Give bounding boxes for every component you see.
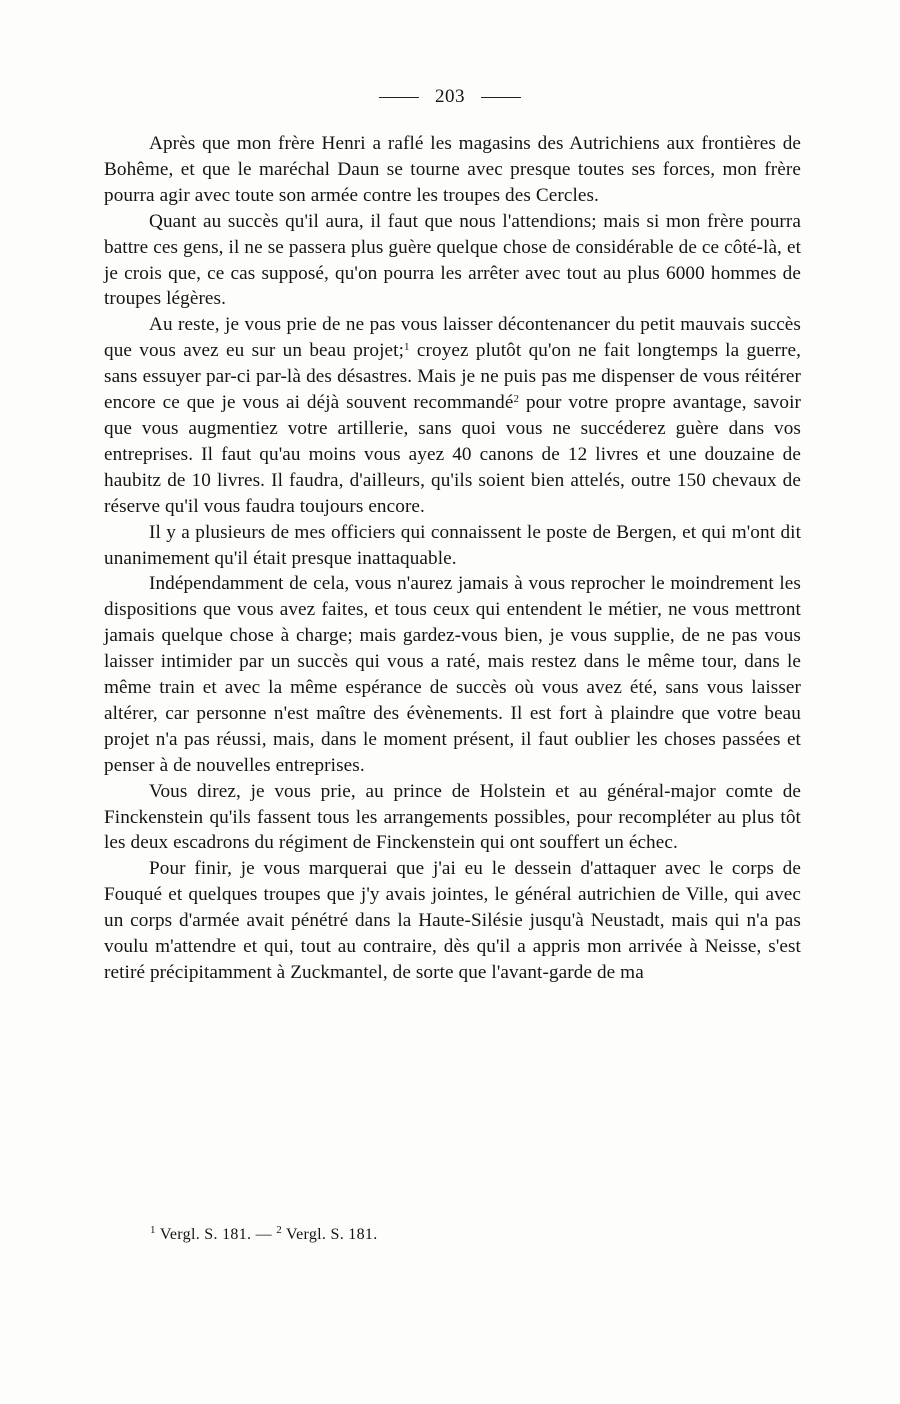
paragraph: Vous direz, je vous prie, au prince de Holstein et au général-major comte de Finckenstein qu'ils fassent tous les arrangements possibles, pour recompléter au plus tôt les deux escadrons du régiment de Finckenstein qui ont souffert un échec. xyxy=(104,780,801,854)
paragraph-text: pour votre propre avantage, savoir que vous augmentiez votre artillerie, sans quoi vous ne succéderez guère dans vos entreprises. Il faut qu'au moins vous ayez 40 canons de 12 livres et une douzaine de haubitz de 10 livres. Il faudra, d'ailleurs, qu'ils soient bien attelés, outre 150 chevaux de réserve qu'il vous faudra toujours encore. xyxy=(104,392,801,517)
header-rule-right xyxy=(481,97,521,98)
header-rule-left xyxy=(379,97,419,98)
paragraph: Après que mon frère Henri a raflé les magasins des Autrichiens aux frontières de Bohême, et que le maréchal Daun se tourne avec presque toutes ses forces, mon frère pourra agir avec toute son armée contre les troupes des Cercles. xyxy=(104,133,801,206)
footnote-text: Vergl. S. 181. xyxy=(282,1226,378,1243)
body-text xyxy=(104,131,801,986)
paragraph xyxy=(104,312,801,519)
footnotes xyxy=(150,1226,800,1244)
footnote-number: 1 xyxy=(150,1224,156,1236)
footnote-text: Vergl. S. 181. — xyxy=(155,1226,277,1243)
footnote-ref: 2 xyxy=(513,393,520,406)
paragraph: Il y a plusieurs de mes officiers qui connaissent le poste de Bergen, et qui m'ont dit unanimement qu'il était presque inattaquable. xyxy=(104,521,801,569)
paragraph-text: croyez plutôt qu'on ne fait longtemps la guerre, sans essuyer par-ci par-là des désastres. Mais je ne puis pas me dispenser de vous réitérer encore ce que je vous ai déjà souvent recommandé xyxy=(104,340,801,414)
paragraph: Quant au succès qu'il aura, il faut que nous l'attendions; mais si mon frère pourra battre ces gens, il ne se passera plus guère quelque chose de considérable de ce côté-là, et je crois que, ce cas supposé, qu'on pourra les arrêter avec tout au plus 6000 hommes de troupes légères. xyxy=(104,210,801,310)
paragraph-text: Au reste, je vous prie de ne pas vous laisser décontenancer du petit mauvais succès que vous avez eu sur un beau projet; xyxy=(104,314,801,362)
paragraph: Pour finir, je vous marquerai que j'ai eu le dessein d'attaquer avec le corps de Fouqué et quelques troupes que j'y avais jointes, le général autrichien de Ville, qui avec un corps d'armée avait pénétré dans la Haute-Silésie jusqu'à Neustadt, mais qui n'a pas voulu m'attendre et qui, tout au contraire, dès qu'il a appris mon arrivée à Neisse, s'est retiré précipitamment à Zuckmantel, de sorte que l'avant-garde de ma xyxy=(104,858,801,983)
page-number: 203 xyxy=(435,86,465,107)
paragraph: Indépendamment de cela, vous n'aurez jamais à vous reprocher le moindrement les dispositions que vous avez faites, et tous ceux qui entendent le métier, ne vous mettront jamais quelque chose à charge; mais gardez-vous bien, je vous supplie, de ne pas vous laisser intimider par un succès qui vous a raté, mais restez dans le même tour, dans le même train et avec la même espérance de succès où vous avez été, sans vous laisser altérer, car personne n'est maître des évènements. Il est fort à plaindre que votre beau projet n'a pas réussi, mais, dans le moment présent, il faut oublier les choses passées et penser à de nouvelles entreprises. xyxy=(104,573,801,776)
footnote-ref: 1 xyxy=(404,341,410,354)
footnote-number: 2 xyxy=(276,1224,283,1236)
page-header xyxy=(0,86,900,108)
